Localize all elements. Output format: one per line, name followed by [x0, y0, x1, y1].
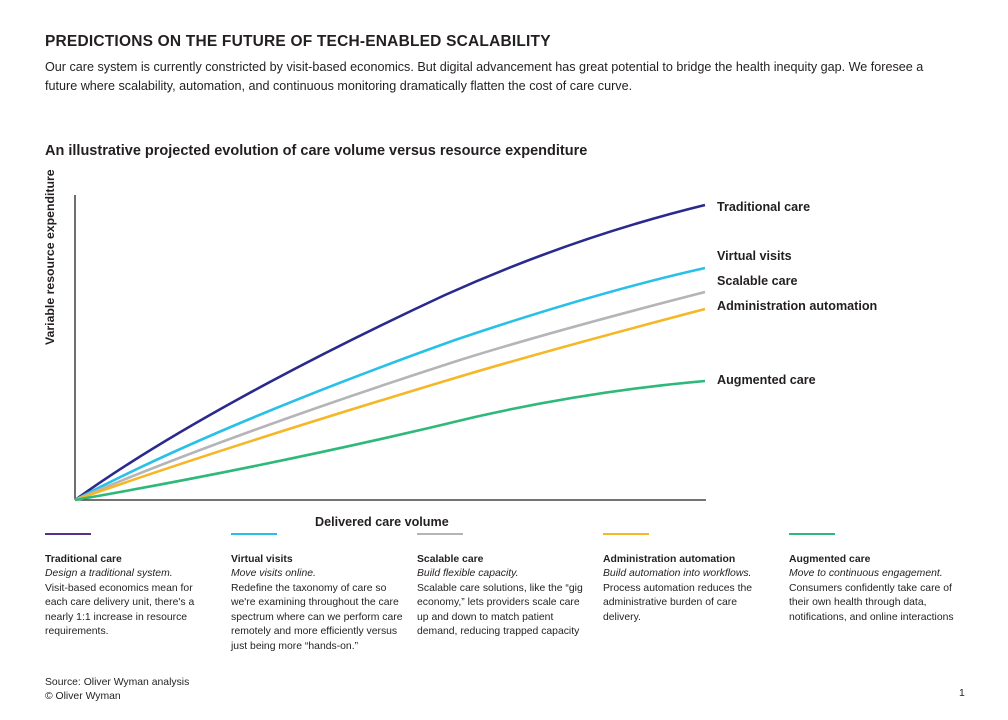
chart-plot	[45, 185, 965, 515]
legend-swatch-administration-automation	[603, 533, 649, 535]
legend-swatch-scalable-care	[417, 533, 463, 535]
chart-title: An illustrative projected evolution of care volume versus resource expenditure	[45, 143, 588, 159]
legend-name: Administration automation	[603, 554, 736, 565]
page-subtitle: Our care system is currently constricted by visit-based economics. But digital advancement has great potential to bridge the health inequity gap. We foresee a future where scalability, automation, and continuous monitoring dramatically flatten the cost of care curve.	[45, 60, 924, 93]
legend-name: Scalable care	[417, 554, 484, 565]
legend-lead: Move to continuous engagement.	[789, 568, 943, 579]
legend-body: Redefine the taxonomy of care so we're examining throughout the care spectrum where can we perform care remotely and more efficiently versus just being more “hands-on.”	[231, 582, 403, 652]
legend-item-scalable-care	[417, 533, 603, 654]
legend-lead: Design a traditional system.	[45, 568, 173, 579]
legend-swatch-virtual-visits	[231, 533, 277, 535]
legend-body: Scalable care solutions, like the “gig economy,” lets providers scale care up and down to match patient demand, reducing trapped capacity	[417, 582, 583, 638]
legend-lead: Move visits online.	[231, 568, 316, 579]
legend-swatch-augmented-care	[789, 533, 835, 535]
source-note	[45, 676, 189, 704]
legend-item-traditional-care	[45, 533, 231, 654]
series-label-augmented-care: Augmented care	[717, 373, 816, 387]
x-axis-label: Delivered care volume	[315, 515, 449, 529]
legend-lead: Build flexible capacity.	[417, 568, 519, 579]
series-label-traditional-care: Traditional care	[717, 200, 811, 214]
legend	[45, 533, 975, 654]
series-line-traditional-care	[75, 205, 705, 500]
legend-item-administration-automation	[603, 533, 789, 654]
series-label-virtual-visits: Virtual visits	[717, 249, 792, 263]
legend-item-augmented-care	[789, 533, 975, 654]
page-title: PREDICTIONS ON THE FUTURE OF TECH-ENABLED SCALABILITY	[45, 33, 551, 50]
legend-name: Augmented care	[789, 554, 871, 565]
legend-body: Process automation reduces the administrative burden of care delivery.	[603, 582, 753, 623]
chart	[43, 169, 965, 529]
legend-name: Traditional care	[45, 554, 122, 565]
series-label-scalable-care: Scalable care	[717, 274, 798, 288]
legend-lead: Build automation into workflows.	[603, 568, 752, 579]
legend-name: Virtual visits	[231, 554, 293, 565]
source-line-1: Source: Oliver Wyman analysis	[45, 677, 190, 688]
series-line-administration-automation	[75, 309, 705, 500]
legend-swatch-traditional-care	[45, 533, 91, 535]
legend-body: Visit-based economics mean for each care delivery unit, there's a nearly 1:1 increase in resource requirements.	[45, 582, 195, 638]
legend-body: Consumers confidently take care of their own health through data, notifications, and online interactions	[789, 582, 954, 623]
page-number: 1	[959, 688, 965, 699]
y-axis-label: Variable resource expenditure	[43, 169, 57, 345]
legend-item-virtual-visits	[231, 533, 417, 654]
source-line-2: © Oliver Wyman	[45, 691, 121, 702]
series-label-administration-automation: Administration automation	[717, 299, 878, 313]
